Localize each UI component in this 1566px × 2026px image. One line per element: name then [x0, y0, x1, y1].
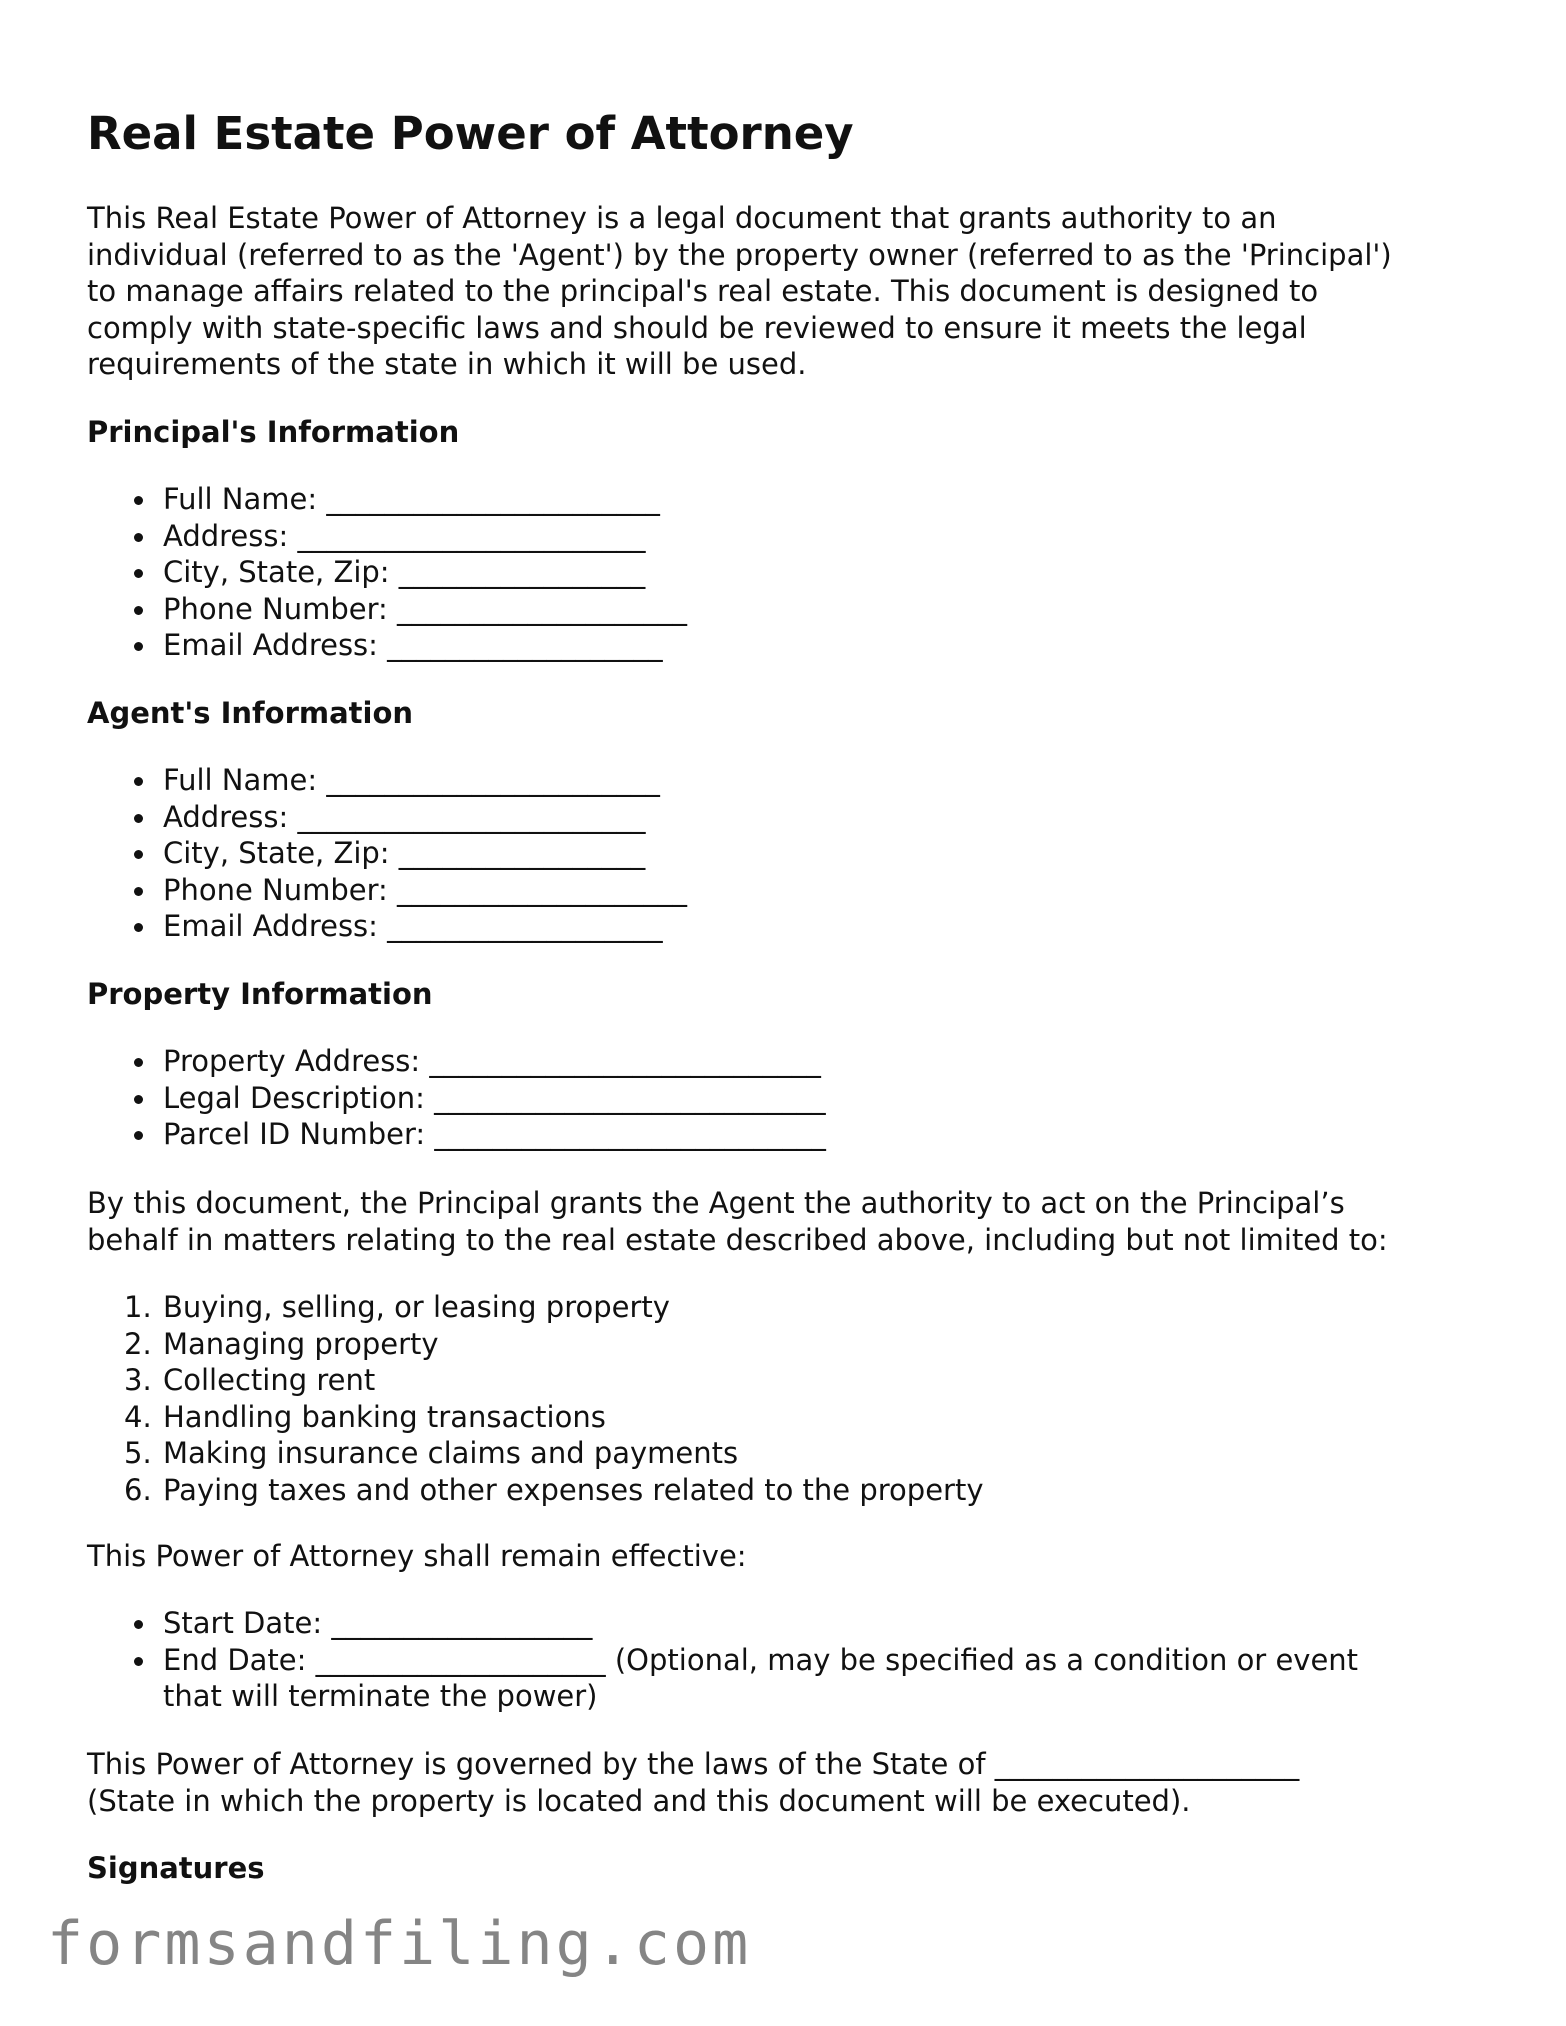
intro-line: comply with state-specific laws and should be reviewed to ensure it meets the legal	[87, 310, 1307, 345]
principal-city-state-zip-field[interactable]	[87, 554, 687, 591]
powers-list	[87, 1289, 984, 1509]
power-item	[87, 1362, 984, 1399]
list-item-text: End Date: ____________________ (Optional, may be specified as a condition or event	[163, 1642, 1359, 1677]
power-item	[87, 1435, 984, 1472]
intro-line: individual (referred to as the 'Agent') by the property owner (referred to as the 'Principal')	[87, 237, 1392, 272]
list-number: 6.	[124, 1472, 152, 1507]
principal-phone-field[interactable]	[87, 591, 687, 628]
list-item-text: Address: ________________________	[163, 518, 646, 553]
bullet	[134, 1657, 143, 1666]
principal-field-list	[87, 481, 687, 664]
bullet	[134, 777, 143, 786]
list-number: 4.	[124, 1399, 152, 1434]
power-text: Making insurance claims and payments	[163, 1436, 739, 1471]
list-item-text: Address: ________________________	[163, 799, 646, 834]
bullet	[134, 1620, 143, 1629]
grant-line: By this document, the Principal grants the Agent the authority to act on the Principal’s	[87, 1186, 1345, 1220]
property-heading: Property Information	[87, 977, 433, 1011]
list-item-text: Email Address: ___________________	[163, 628, 663, 663]
bullet	[134, 533, 143, 542]
list-item-text: Phone Number: ____________________	[163, 872, 688, 907]
bullet	[134, 1095, 143, 1104]
agent-phone-field[interactable]	[87, 872, 687, 909]
list-number: 2.	[124, 1326, 152, 1361]
bullet	[134, 850, 143, 859]
list-item-text: Start Date: __________________	[163, 1606, 593, 1640]
bullet	[134, 606, 143, 615]
governing-line: This Power of Attorney is governed by the laws of the State of _____________________	[87, 1747, 1300, 1781]
list-item-text: Parcel ID Number: ___________________________	[163, 1117, 826, 1152]
bullet	[134, 887, 143, 896]
principal-full-name-field[interactable]	[87, 481, 687, 518]
parcel-id-field[interactable]	[87, 1116, 826, 1153]
property-address-field[interactable]	[87, 1043, 826, 1080]
bullet	[134, 496, 143, 505]
power-text: Handling banking transactions	[163, 1399, 606, 1434]
list-item-text: City, State, Zip: _________________	[163, 555, 646, 590]
intro-line: This Real Estate Power of Attorney is a legal document that grants authority to an	[87, 201, 1277, 235]
power-item	[87, 1472, 984, 1509]
power-text: Managing property	[163, 1326, 439, 1361]
list-number: 1.	[124, 1290, 152, 1324]
list-number: 5.	[124, 1436, 152, 1471]
list-item-text: Email Address: ___________________	[163, 909, 663, 944]
principal-heading: Principal's Information	[87, 415, 460, 449]
power-text: Collecting rent	[163, 1363, 376, 1398]
list-item-text: Property Address: ___________________________	[163, 1044, 821, 1078]
legal-description-field[interactable]	[87, 1080, 826, 1117]
agent-full-name-field[interactable]	[87, 762, 687, 799]
list-number: 3.	[124, 1363, 152, 1398]
agent-field-list	[87, 762, 687, 945]
bullet	[134, 814, 143, 823]
agent-heading: Agent's Information	[87, 696, 414, 730]
principal-address-field[interactable]	[87, 518, 687, 555]
watermark: formsandfiling.com	[47, 1909, 752, 1979]
start-date-field[interactable]	[87, 1605, 1358, 1642]
power-item	[87, 1326, 984, 1363]
grant-paragraph	[87, 1185, 1388, 1258]
agent-email-field[interactable]	[87, 908, 687, 945]
signatures-heading: Signatures	[87, 1851, 265, 1885]
principal-email-field[interactable]	[87, 627, 687, 664]
list-item-text: that will terminate the power)	[163, 1679, 598, 1714]
effective-text: This Power of Attorney shall remain effective:	[87, 1539, 747, 1573]
list-item-text: Legal Description: ___________________________	[163, 1080, 826, 1115]
intro-line: to manage affairs related to the principal's real estate. This document is designed to	[87, 274, 1319, 309]
power-text: Paying taxes and other expenses related to the property	[163, 1472, 984, 1507]
end-date-field[interactable]	[87, 1642, 1358, 1715]
agent-city-state-zip-field[interactable]	[87, 835, 687, 872]
bullet	[134, 642, 143, 651]
list-item-text: City, State, Zip: _________________	[163, 836, 646, 871]
bullet	[134, 1058, 143, 1067]
property-field-list	[87, 1043, 826, 1153]
agent-address-field[interactable]	[87, 799, 687, 836]
list-item-text: Full Name: _______________________	[163, 482, 660, 516]
intro-paragraph	[87, 200, 1392, 383]
power-text: Buying, selling, or leasing property	[163, 1290, 670, 1324]
list-item-text: Phone Number: ____________________	[163, 591, 688, 626]
power-item	[87, 1289, 984, 1326]
list-item-text: Full Name: _______________________	[163, 763, 660, 797]
intro-line: requirements of the state in which it will be used.	[87, 347, 807, 382]
bullet	[134, 569, 143, 578]
power-item	[87, 1399, 984, 1436]
document-title: Real Estate Power of Attorney	[87, 107, 854, 160]
grant-line: behalf in matters relating to the real estate described above, including but not limited to:	[87, 1222, 1388, 1257]
governing-law-paragraph	[87, 1746, 1299, 1819]
governing-line: (State in which the property is located and this document will be executed).	[87, 1783, 1191, 1818]
bullet	[134, 923, 143, 932]
bullet	[134, 1131, 143, 1140]
dates-list	[87, 1605, 1358, 1715]
